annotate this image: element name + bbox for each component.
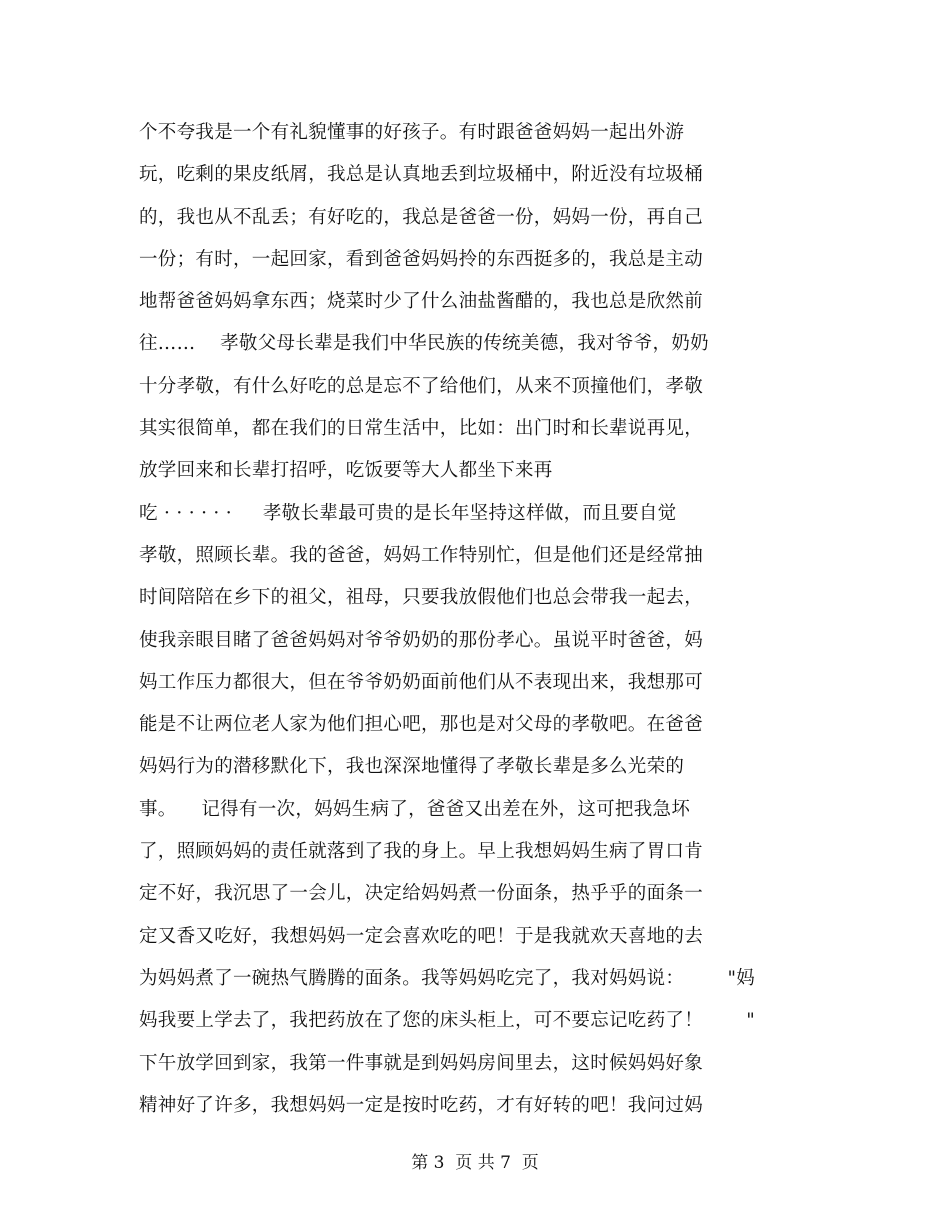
- text-line: 地帮爸爸妈妈拿东西；烧菜时少了什么油盐酱醋的，我也总是欣然前: [139, 291, 704, 313]
- text-line: 为妈妈煮了一碗热气腾腾的面条。我等妈妈吃完了，我对妈妈说： "妈: [139, 967, 756, 989]
- page-footer: 第 3 页 共 7 页: [411, 1153, 539, 1173]
- text-line: 了，照顾妈妈的责任就落到了我的身上。早上我想妈妈生病了胃口肯: [139, 841, 704, 863]
- body-text: [139, 112, 819, 1127]
- text-line: 其实很简单，都在我们的日常生活中，比如：出门时和长辈说再见，: [139, 418, 704, 440]
- text-line: 往…… 孝敬父母长辈是我们中华民族的传统美德，我对爷爷，奶奶: [139, 333, 709, 355]
- text-line: 妈我要上学去了，我把药放在了您的床头柜上，可不要忘记吃药了！ ": [139, 1010, 756, 1032]
- text-line: 妈工作压力都很大，但在爷爷奶奶面前他们从不表现出来，我想那可: [139, 671, 704, 693]
- text-line: 孝敬，照顾长辈。我的爸爸，妈妈工作特别忙，但是他们还是经常抽: [139, 544, 704, 566]
- text-line: 放学回来和长辈打招呼，吃饭要等大人都坐下来再: [139, 460, 553, 482]
- text-line: 时间陪陪在乡下的祖父，祖母，只要我放假他们也总会带我一起去，: [139, 587, 704, 609]
- text-line: 一份；有时，一起回家，看到爸爸妈妈拎的东西挺多的，我总是主动: [139, 248, 704, 270]
- text-line: 事。 记得有一次，妈妈生病了，爸爸又出差在外，这可把我急坏: [139, 798, 691, 820]
- text-line: 定又香又吃好，我想妈妈一定会喜欢吃的吧！于是我就欢天喜地的去: [139, 925, 704, 947]
- text-line: 定不好，我沉思了一会儿，决定给妈妈煮一份面条，热乎乎的面条一: [139, 883, 704, 905]
- text-line: 能是不让两位老人家为他们担心吧，那也是对父母的孝敬吧。在爸爸: [139, 714, 704, 736]
- text-line: 精神好了许多，我想妈妈一定是按时吃药，才有好转的吧！我问过妈: [139, 1094, 704, 1116]
- text-line: 下午放学回到家，我第一件事就是到妈妈房间里去，这时候妈妈好象: [139, 1052, 704, 1074]
- text-line: 个不夸我是一个有礼貌懂事的好孩子。有时跟爸爸妈妈一起出外游: [139, 122, 685, 143]
- text-line: 的，我也从不乱丢；有好吃的，我总是爸爸一份，妈妈一份，再自己: [139, 206, 704, 228]
- text-line: 吃 · · · · · · 孝敬长辈最可贵的是长年坚持这样做，而且要自觉: [139, 502, 677, 524]
- text-line: 妈妈行为的潜移默化下，我也深深地懂得了孝敬长辈是多么光荣的: [139, 756, 685, 778]
- text-line: 玩，吃剩的果皮纸屑，我总是认真地丢到垃圾桶中，附近没有垃圾桶: [139, 164, 704, 186]
- text-line: 十分孝敬，有什么好吃的总是忘不了给他们，从来不顶撞他们，孝敬: [139, 375, 704, 397]
- text-line: 使我亲眼目睹了爸爸妈妈对爷爷奶奶的那份孝心。虽说平时爸爸，妈: [139, 629, 704, 651]
